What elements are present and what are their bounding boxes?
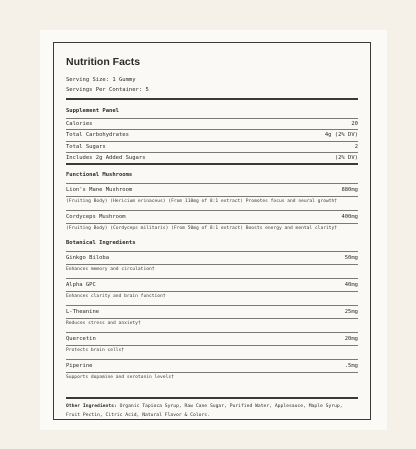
ingredient-description: Enhances memory and circulation† [66, 267, 155, 273]
ingredient-description: Supports dopamine and serotonin levels† [66, 375, 174, 381]
ingredient-amount: 400mg [341, 214, 358, 221]
ingredient-description: Reduces stress and anxiety† [66, 321, 141, 327]
nutrition-facts-panel [53, 42, 371, 420]
ingredient-item [66, 332, 358, 356]
facts-title: Nutrition Facts [66, 56, 141, 68]
row-value: (2% DV) [334, 154, 358, 161]
ingredient-name: Piperine [66, 363, 93, 370]
ingredient-name: Quercetin [66, 336, 96, 343]
ingredient-description: (Fruiting Body) (Hericium erinaceus) (From 110mg of 8:1 extract) Promotes focus and neural growth† [66, 199, 338, 205]
row-label: Calories [66, 121, 93, 127]
divider [66, 98, 358, 100]
ingredient-name: Cordyceps Mushroom [66, 214, 126, 221]
ingredient-item [66, 183, 358, 207]
row-label: Total Sugars [66, 143, 106, 150]
ingredient-description: Protects brain cells† [66, 348, 125, 354]
ingredient-item [66, 278, 358, 302]
row-value: 2 [354, 143, 358, 150]
row-label: Total Carbohydrates [66, 132, 129, 139]
table-row [66, 130, 358, 141]
row-value: 4g (2% DV) [324, 132, 358, 139]
ingredient-amount: .5mg [344, 363, 358, 370]
ingredient-item [66, 305, 358, 329]
ingredient-name: L-Theanine [66, 309, 100, 316]
row-value: 20 [351, 121, 358, 127]
ingredient-item [66, 359, 358, 383]
ingredient-amount: 880mg [341, 187, 358, 194]
other-ingredients-text: Organic Tapioca Syrup, Raw Cane Sugar, Purified Water, Applesauce, Maple Syrup, Fruit Pectin, Citric Acid, Natural Flavor & Colors. [66, 404, 343, 418]
ingredient-amount: 40mg [344, 282, 358, 289]
supplement-panel-heading: Supplement Panel [66, 108, 119, 114]
ingredient-description: (Fruiting Body) (Cordyceps militaris) (From 50mg of 8:1 extract) Boosts energy and mental clarity† [66, 226, 338, 232]
ingredient-name: Lion's Mane Mushroom [66, 187, 133, 194]
ingredient-amount: 50mg [344, 255, 358, 262]
ingredient-name: Ginkgo Biloba [66, 255, 110, 262]
table-row [66, 118, 358, 130]
ingredient-description: Enhances clarity and brain function† [66, 294, 166, 300]
table-row [66, 153, 358, 165]
ingredient-amount: 20mg [344, 336, 358, 343]
ingredient-name: Alpha GPC [66, 282, 96, 289]
mushrooms-heading: Functional Mushrooms [66, 172, 133, 179]
row-label: Includes 2g Added Sugars [66, 154, 146, 161]
ingredient-item [66, 210, 358, 234]
botanicals-heading: Botanical Ingredients [66, 240, 136, 247]
table-row [66, 142, 358, 153]
supplement-rows [66, 118, 358, 165]
ingredient-amount: 25mg [344, 309, 358, 316]
other-ingredients [66, 397, 358, 420]
ingredient-item [66, 251, 358, 275]
servings-per-container: Servings Per Container: 5 [66, 87, 149, 93]
other-ingredients-label: Other Ingredients: [66, 404, 117, 410]
serving-size: Serving Size: 1 Gummy [66, 77, 136, 83]
